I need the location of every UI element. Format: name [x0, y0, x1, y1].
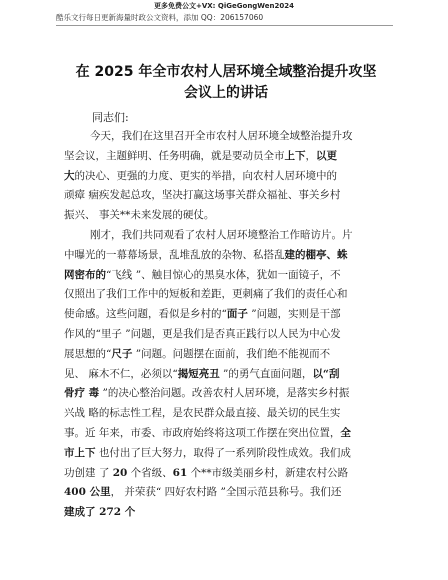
text-line [64, 206, 394, 226]
bold-text: 建的棚亭、蛛 [284, 248, 348, 261]
bold-text: 20 [112, 466, 128, 479]
text-run: 事。近 年来，市委、市政府始终将这项工作摆在突出位置， [64, 426, 341, 439]
text-line [64, 365, 394, 385]
text-run: 个**市级美丽乡村，新建农村公路 [187, 466, 349, 479]
bold-text: 个 [121, 506, 136, 519]
text-run: “飞线 ”、触目惊心的黑臭水体，犹如一面镜子，不 [106, 268, 341, 281]
bold-text: 全 [340, 426, 351, 439]
header-divider [56, 25, 393, 26]
bold-text: 面子 [226, 308, 248, 321]
bold-text: 揭短亮丑 [177, 367, 220, 380]
text-run: 中曝光的一幕幕场景，乱堆乱放的杂物、私搭乱 [64, 248, 285, 261]
text-run: ”的勇气直面问题， [219, 367, 313, 380]
bold-text: 61 [172, 466, 188, 479]
text-run: 展思想的“ [64, 347, 112, 360]
text-run: 今天，我们在这里召开全市农村人居环境全域整治提升攻 [90, 130, 353, 142]
text-line [64, 384, 394, 404]
text-run: 见、 麻木不仁，必须以“ [64, 367, 178, 380]
text-line [64, 325, 394, 345]
bold-text: 上下 [284, 149, 306, 162]
bold-text: 网密布的 [64, 268, 106, 281]
bold-text: 大 [64, 169, 75, 182]
text-line [64, 483, 394, 503]
text-line [64, 285, 394, 305]
text-run: 个省级、 [127, 466, 173, 479]
text-line [64, 167, 394, 187]
bold-text: 建成了 [64, 506, 100, 519]
text-line [64, 503, 394, 523]
text-run: ， [305, 149, 316, 162]
text-run: 功创建 了 [64, 466, 113, 479]
text-line [64, 345, 394, 365]
text-run: 仅照出了我们工作中的短板和差距，更刺痛了我们的责任心和 [64, 288, 348, 301]
bold-text: 272 [99, 506, 122, 519]
text-line [64, 246, 394, 266]
text-run: 也付出了巨大努力，取得了一系列阶段性成效。我们成 [95, 446, 351, 459]
text-run: 兴战 略的标志性工程，是农民群众最直接、最关切的民生实 [64, 407, 341, 420]
text-line [64, 305, 394, 325]
title-line-2: 会议上的讲话 [184, 85, 268, 101]
text-line [64, 444, 394, 464]
text-run: ”的决心整治问题。改善农村人居环境，是落实乡村振 [99, 387, 350, 400]
salutation: 同志们: [92, 111, 129, 124]
text-run: ”问题，实则是干部 [247, 308, 341, 321]
bold-text: 尺子 [111, 347, 133, 360]
header-note: 酷乐文行每日更新海量时政公文资料，添加 QQ：206157060 [56, 13, 264, 22]
text-run: 振兴、 事关**未来发展的硬仗。 [64, 209, 215, 222]
text-line [64, 266, 394, 286]
bold-text: 以“刮 [312, 367, 340, 380]
paragraph-2 [64, 226, 394, 523]
text-run: 坚会议，主题鲜明、任务明确，就是要动员全市 [64, 149, 285, 162]
text-line [64, 186, 394, 206]
text-run: ， 并荣获“ 四好农村路 ”全国示范县称号。我们还 [110, 486, 342, 499]
text-line [64, 127, 394, 147]
bold-text: 以更 [316, 149, 337, 162]
text-line [64, 226, 394, 246]
text-run: 顽瘴 痼疾发起总攻，坚决打赢这场事关群众福祉、事关乡村 [64, 189, 341, 202]
top-banner: 更多免费公文+VX: QiGeGongWen2024 [154, 2, 294, 10]
text-line [64, 404, 394, 424]
page-title [56, 62, 396, 104]
paragraph-1 [64, 127, 394, 226]
text-run: 刚才，我们共同观看了农村人居环境整治工作暗访片。片 [90, 229, 353, 241]
text-line [64, 147, 394, 167]
text-run: ”问题。问题摆在面前，我们绝不能视而不 [132, 347, 331, 360]
text-run: 的决心、更强的力度、更实的举措，向农村人居环境中的 [74, 169, 337, 182]
text-run: 使命感。这些问题，看似是乡村的“ [64, 308, 227, 321]
bold-text: 市上下 [64, 446, 96, 459]
text-run: 作风的“里子 ”问题，更是我们是否真正践行以人民为中心发 [64, 327, 341, 340]
bold-text: 400 公里 [64, 486, 111, 499]
bold-text: 骨疗 毒 [64, 387, 100, 400]
text-line [64, 424, 394, 444]
title-line-1: 在 2025 年全市农村人居环境全域整治提升攻坚 [75, 64, 377, 80]
text-line [64, 464, 394, 484]
